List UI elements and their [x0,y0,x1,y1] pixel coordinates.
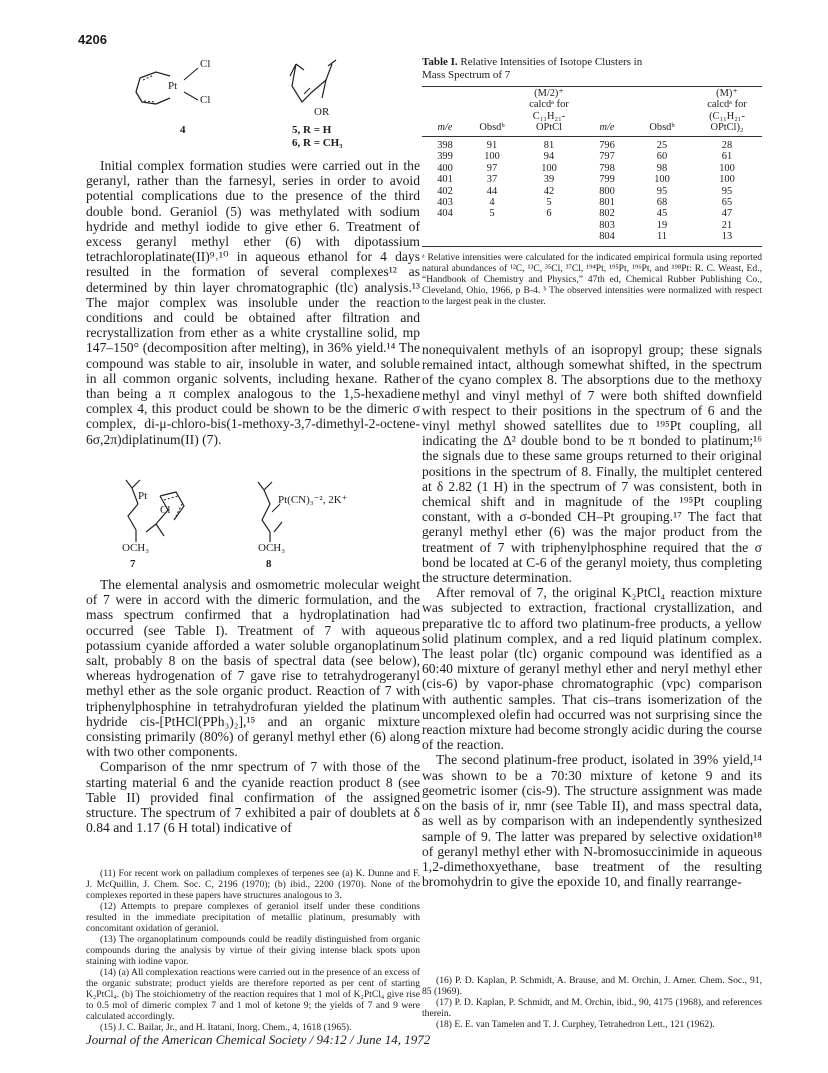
structure-8-label: 8 [266,558,272,570]
footnote-11: (11) For recent work on palladium complexes of terpenes see (a) K. Dunne and F. J. McQuillin, J. Chem. Soc. C, 2196 (1970); (b) ibid., 2200 (1970). None of the complexes reported in these papers have structures analogous to 3. [86,868,420,901]
table-cell: 5 [546,197,552,209]
paragraph-intro: Initial complex formation studies were carried out in the geranyl, rather than the farnesyl, series in order to avoid potential complications due to the presence of the third double bond. Geraniol (5) was methylated with sodium hydride and methyl iodide to give ether 6. Treatment of excess geranyl methyl ether (6) with dipotassium tetrachloroplatinate(II)⁹˒¹⁰ in aqueous ethanol for 4 days resulted in the formation of several complexes¹² as determined by thin layer chromatographic (tlc) analysis.¹³ The major complex was insoluble under the reaction conditions and could be obtained after filtration and recrystallization from ether as a white crystalline solid, mp 147–150° (decomposition after melting), in 36% yield.¹⁴ The compound was stable to air, insoluble in water, and soluble in all common organic solvents, including hexane. Rather than being a π complex analogous to the 1,5-hexadiene complex 4, this product could be shown to be the dimeric σ complex, di-μ-chloro-bis(1-methoxy-3,7-dimethyl-2-octene-6σ,2π)diplatinum(II) (7). [86,158,420,447]
structure-7 [116,476,236,572]
header-calc-half-a: (M/2)⁺ [534,88,564,99]
table-cell: 25 [656,140,668,151]
table-row [422,208,762,219]
footnote-17: (17) P. D. Kaplan, P. Schmidt, and M. Orchin, ibid., 90, 4175 (1968), and references therein. [422,997,762,1019]
table-cell: 798 [599,162,615,174]
paragraph-analysis: The elemental analysis and osmometric molecular weight of 7 were in accord with the dimeric formulation, and the mass spectrum confirmed that a hydroplatination had occurred (see Table I). Treatment of 7 with aqueous potassium cyanide afforded a water soluble organoplatinum salt, probably 8 on the basis of spectral data (see below), whereas hydrogenation of 7 gave rise to tetrahydrogeranyl methyl ether as the sole organic product. Reaction of 7 with triphenylphosphine in tetrahydrofuran yielded the platinum hydride cis-[PtHCl(PPh₃)₂],¹⁵ and an organic mixture consisting primarily (80%) of geranyl methyl ether (6) along with two other components. [86,577,420,760]
table-cell: 100 [719,174,735,186]
table-cell [468,220,516,231]
table-cell: 95 [656,185,668,197]
table-cell: 100 [541,162,557,174]
table-cell: 39 [543,174,555,186]
header-calc-half-b: calcdᵃ for [529,99,569,111]
structure-7-ome: OCH₃ [122,542,150,554]
footnote-15: (15) J. C. Bailar, Jr., and H. Itatani, Inorg. Chem., 4, 1618 (1965). [100,1022,352,1033]
header-mle-left: m/e [437,122,453,134]
table-cell: 45 [656,208,668,220]
structure-4-drawing [130,58,260,140]
left-footnotes [86,868,420,1033]
table-cell: 400 [437,162,453,174]
header-calc-full-b: calcdᵃ for [707,99,747,111]
table-row [422,174,762,185]
structure-4-label: 4 [180,124,186,136]
structure-4 [130,58,260,140]
table-cell: 404 [437,208,453,220]
table-cell: 401 [437,174,453,186]
table-cell: 403 [437,197,453,209]
structure-4-cl-top: Cl [200,58,211,70]
structure-7-pt: Pt [138,490,148,502]
table-cell: 95 [721,185,733,197]
structure-7-cl: Cl [160,504,171,516]
table-cell: 399 [437,151,453,163]
paragraph-continued: nonequivalent methyls of an isopropyl group; these signals remained intact, although somewhat shifted, in the spectrum of the cyano complex 8. The absorptions due to the methoxy methyl and vinyl methyl of 7 were both shifted downfield with respect to their positions in the spectrum of 6 and the vinyl methyl showed satellites due to ¹⁹⁵Pt coupling, all indicating the Δ² double bond to be π bonded to platinum;¹⁶ the signals due to these same groups returned to their original positions in the spectrum of 8. Finally, the multiplet centered at δ 2.82 (1 H) in the spectrum of 7 was consistent, both in chemical shift and in magnitude of the ¹⁹⁵Pt coupling constant, with a σ-bonded CH–Pt grouping.¹⁷ The fact that geranyl methyl ether (6) was the major product from the treatment of 7 with triphenylphosphine required that the σ bond be located at C-6 of the geranyl moiety, thus completing the structure determination. [422,342,762,586]
table-cell [422,231,468,242]
table-cell: 97 [486,162,498,174]
table-cell: 98 [656,162,668,174]
paragraph-removal: After removal of 7, the original K₂PtCl₄ reaction mixture was subjected to extraction, fractional crystallization, and preparative tlc to afford two platinum-free products, a yellow solid platinum complex, and a red liquid platinum complex. The least polar (tlc) organic compound was identified as a 60:40 mixture of geranyl methyl ether and neryl methyl ether (cis-6) by vapor-phase chromatographic (vpc) comparison with authentic samples. That cis–trans isomerization of the uncomplexed olefin had occurred was not surprising since the reaction mixture had become strongly acidic during the course of the reaction. [422,585,762,753]
table-cell: 797 [599,151,615,163]
header-obsd-left: Obsdᵇ [479,122,505,134]
structure-5-or: OR [314,106,330,118]
table-cell: 4 [489,197,495,209]
page-number: 4206 [78,32,107,47]
structure-6-label: 6, R = CH₃ [292,137,343,149]
structure-7-label: 7 [130,558,136,570]
paragraph-nmr: Comparison of the nmr spectrum of 7 with those of the starting material 6 and the cyanide reaction product 8 (see Table II) provided final confirmation of the assigned structure. The spectrum of 7 exhibited a pair of doublets at δ 0.84 and 1.17 (6 H total) indicative of [86,759,420,836]
footnote-14: (14) (a) All complexation reactions were carried out in the presence of an excess of the organic substrate; product yields are therefore reported as per cent of starting K₂PtCl₄. (b) The stoichiometry of the reaction requires that 1 mol of K₂PtCl₄ give rise to 0.5 mol of dimeric complex 7 and 1 mol of ketone 9; the yields of 7 and 9 were calculated accordingly. [86,967,420,1022]
table-cell [516,231,582,242]
table-cell [422,220,468,231]
paragraph-second-product: The second platinum-free product, isolated in 39% yield,¹⁴ was shown to be a 70:30 mixture of ketone 9 and its geometric isomer (cis-9). The structure assignment was made on the basis of ir, nmr (see Table II), and mass spectral data, as well as by comparison with an independently synthesized sample of 9. The latter was prepared by selective oxidation¹⁸ of geranyl methyl ether with N-bromosuccinimide in aqueous 1,2-dimethoxyethane, base treatment of the resulting bromohydrin to give the epoxide 10, and finally rearrange- [422,752,762,890]
table-cell [468,231,516,242]
table-row [422,197,762,208]
left-column-top [86,158,420,447]
table-cell [516,220,582,231]
header-calc-half-c: C₁₁H₂₁- [532,110,566,122]
table-cell: 37 [486,174,498,186]
footnote-18: (18) E. E. van Tamelen and T. J. Curphey, Tetrahedron Lett., 121 (1962). [436,1019,715,1030]
table-cell: 11 [656,231,667,243]
table-cell: 21 [721,219,733,231]
table-bottom-rule [422,246,762,247]
table-cell: 61 [721,151,733,163]
header-calc-half-d: OPtCl [536,122,562,134]
table-row [422,231,762,242]
table-cell: 802 [599,208,615,220]
footnote-12: (12) Attempts to prepare complexes of geraniol itself under these conditions resulted in the immediate precipitation of metallic platinum, presumably with concomitant oxidation of geraniol. [86,901,420,934]
table-cell: 804 [599,231,615,243]
table-cell: 796 [599,140,615,151]
right-footnotes [422,975,762,1030]
table-cell: 801 [599,197,615,209]
header-calc-full-c: (C₁₁H₂₁- [709,110,745,122]
table-cell: 800 [599,185,615,197]
structure-5-label: 5, R = H [292,124,332,136]
table-cell: 5 [489,208,495,220]
table-cell: 799 [599,174,615,186]
left-column-bottom [86,577,420,835]
structure-8 [252,476,402,572]
table-cell: 100 [719,162,735,174]
structure-5-6 [282,58,382,158]
table-caption [422,56,662,81]
footnote-16: (16) P. D. Kaplan, P. Schmidt, A. Brause, and M. Orchin, J. Amer. Chem. Soc., 91, 85 (1969). [422,975,762,997]
table-row [422,163,762,174]
table-cell: 60 [656,151,668,163]
table-cell: 65 [721,197,733,209]
header-calc-full-d: OPtCl)₂ [710,122,744,134]
table-cell: 100 [484,151,500,163]
structure-8-ome: OCH₃ [258,542,286,554]
table-row [422,186,762,197]
header-mle-right: m/e [599,122,615,134]
table-header-rule [422,136,762,137]
header-calc-full-a: (M)⁺ [716,88,738,99]
table-cell: 6 [546,208,552,220]
table-cell: 19 [656,219,668,231]
table-cell: 42 [543,185,555,197]
table-cell: 398 [437,140,453,151]
right-column [422,342,762,889]
table-row [422,220,762,231]
table-row [422,140,762,151]
header-obsd-right: Obsdᵇ [649,122,675,134]
table-row [422,151,762,162]
structure-4-pt: Pt [168,80,178,92]
table-cell: 81 [543,140,555,151]
table-cell: 402 [437,185,453,197]
table-cell: 94 [543,151,555,163]
table-cell: 91 [486,140,498,151]
table-top-rule [422,86,762,87]
table-cell: 68 [656,197,668,209]
table-caption-label: Table I. [422,56,458,68]
table-body [422,140,762,243]
table-cell: 44 [486,185,498,197]
journal-footer: Journal of the American Chemical Society / 94:12 / June 14, 1972 [86,1032,431,1047]
table-cell: 28 [721,140,733,151]
table-cell: 100 [654,174,670,186]
footnote-13: (13) The organoplatinum compounds could be readily distinguished from organic compounds during the analysis by virtue of their giving intense black spots upon staining with iodine vapor. [86,934,420,967]
table-cell: 803 [599,219,615,231]
structure-8-pt: Pt(CN)₃⁻², 2K⁺ [278,494,348,506]
table-cell: 47 [721,208,733,220]
table-caption-text: Relative Intensities of Isotope Clusters in Mass Spectrum of 7 [422,56,643,81]
structure-5-6-drawing [282,58,382,120]
structure-4-cl-bottom: Cl [200,94,211,106]
table-footnote: ᵃ Relative intensities were calculated for the indicated empirical formula using reported natural abundances of ¹²C, ¹³C, ³⁵Cl, ³⁷Cl, ¹⁹⁴Pt, ¹⁹⁵Pt, ¹⁹⁶Pt, and ¹⁹⁸Pt: R. C. Weast, Ed., “Handbook of Chemistry and Physics,” 47th ed, Chemical Rubber Publishing Co., Cleveland, Ohio, 1966, p B-4. ᵇ The observed intensities were normalized with respect to the largest peak in the cluster. [422,252,762,307]
table-header [422,88,762,134]
table-cell: 13 [721,231,733,243]
